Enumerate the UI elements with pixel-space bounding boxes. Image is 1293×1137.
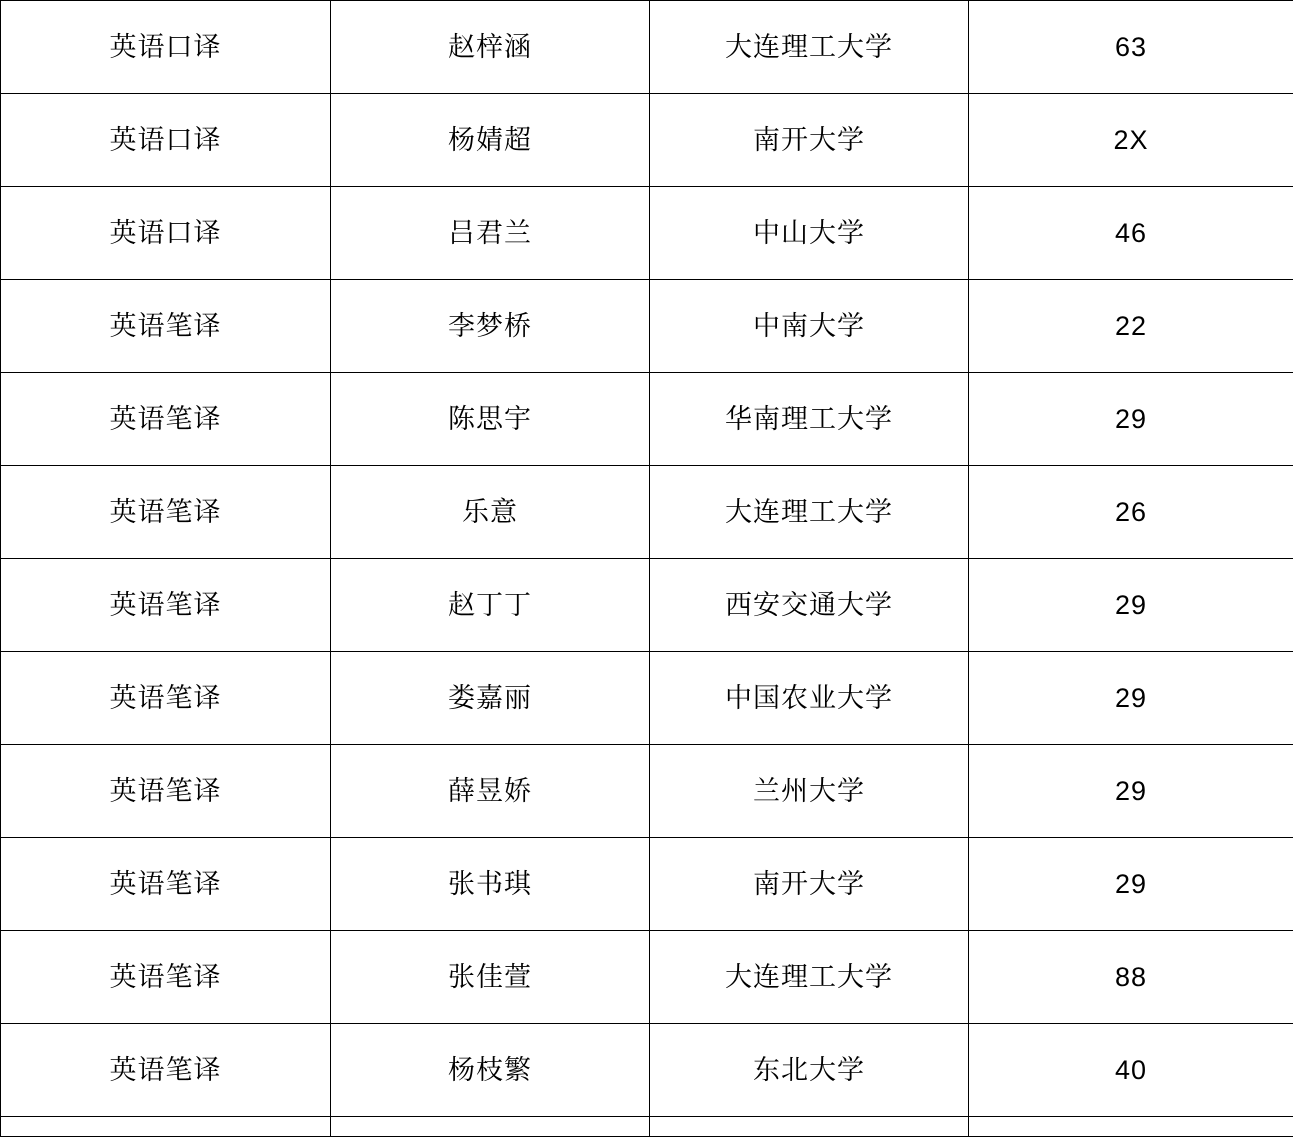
cell-score: 46: [969, 187, 1293, 280]
table-row: [1, 1, 1293, 94]
cell-school: 大连理工大学: [650, 466, 969, 559]
cell-name: 杨枝繁: [331, 1024, 650, 1117]
cell-name: 赵丁丁: [331, 559, 650, 652]
cell-school: 华南理工大学: [650, 373, 969, 466]
cell-school: 中国农业大学: [650, 652, 969, 745]
table-body: [1, 1, 1293, 1137]
cell-major: 英语笔译: [1, 745, 331, 838]
cell-major: 英语笔译: [1, 373, 331, 466]
cell-school: 东北大学: [650, 1024, 969, 1117]
cell-name: 赵梓涵: [331, 1, 650, 94]
cell-major: 英语笔译: [1, 931, 331, 1024]
cell-school: 大连理工大学: [650, 931, 969, 1024]
cell-score: 40: [969, 1024, 1293, 1117]
table-row: [1, 838, 1293, 931]
table-row: [1, 931, 1293, 1024]
cell-name: 陈思宇: [331, 373, 650, 466]
cell-score: 29: [969, 652, 1293, 745]
cell-major: 英语笔译: [1, 559, 331, 652]
cell-major: 英语笔译: [1, 838, 331, 931]
cell-score: 63: [969, 1, 1293, 94]
cell-name: 薛昱娇: [331, 745, 650, 838]
table-row: [1, 652, 1293, 745]
cell-score: 29: [969, 373, 1293, 466]
cell-score: 29: [969, 838, 1293, 931]
cell-major: 英语口译: [1, 94, 331, 187]
table-row: [1, 559, 1293, 652]
cell-score: 2X: [969, 94, 1293, 187]
cell-major: 英语口译: [1, 1, 331, 94]
cell-major: 英语笔译: [1, 1024, 331, 1117]
table-row: [1, 373, 1293, 466]
cell-score: 29: [969, 745, 1293, 838]
cell-school: 中南大学: [650, 280, 969, 373]
cell-school: 西安交通大学: [650, 559, 969, 652]
cell-major: 英语笔译: [1, 466, 331, 559]
cell-name: 张佳萱: [331, 931, 650, 1024]
cell-name: 杨婧超: [331, 94, 650, 187]
cell-name: 张书琪: [331, 838, 650, 931]
cell-major: 英语笔译: [1, 652, 331, 745]
table-row: [1, 94, 1293, 187]
cell-school: 中山大学: [650, 187, 969, 280]
cell-name: 娄嘉丽: [331, 652, 650, 745]
cell-school: 兰州大学: [650, 745, 969, 838]
table-row: [1, 466, 1293, 559]
table-row: [1, 280, 1293, 373]
table-row: [1, 745, 1293, 838]
cell-major: 英语口译: [1, 187, 331, 280]
cell-name: 李梦桥: [331, 280, 650, 373]
cell-major: 英语笔译: [1, 280, 331, 373]
cell-score: 22: [969, 280, 1293, 373]
cell-name: 吕君兰: [331, 187, 650, 280]
cell-score: 88: [969, 931, 1293, 1024]
cell-school: 大连理工大学: [650, 1, 969, 94]
table-row: [1, 1024, 1293, 1117]
cell-school: 南开大学: [650, 94, 969, 187]
cell-school: 南开大学: [650, 838, 969, 931]
cell-score: 26: [969, 466, 1293, 559]
cell-name: 乐意: [331, 466, 650, 559]
table-row: [1, 187, 1293, 280]
cell-score: 29: [969, 559, 1293, 652]
